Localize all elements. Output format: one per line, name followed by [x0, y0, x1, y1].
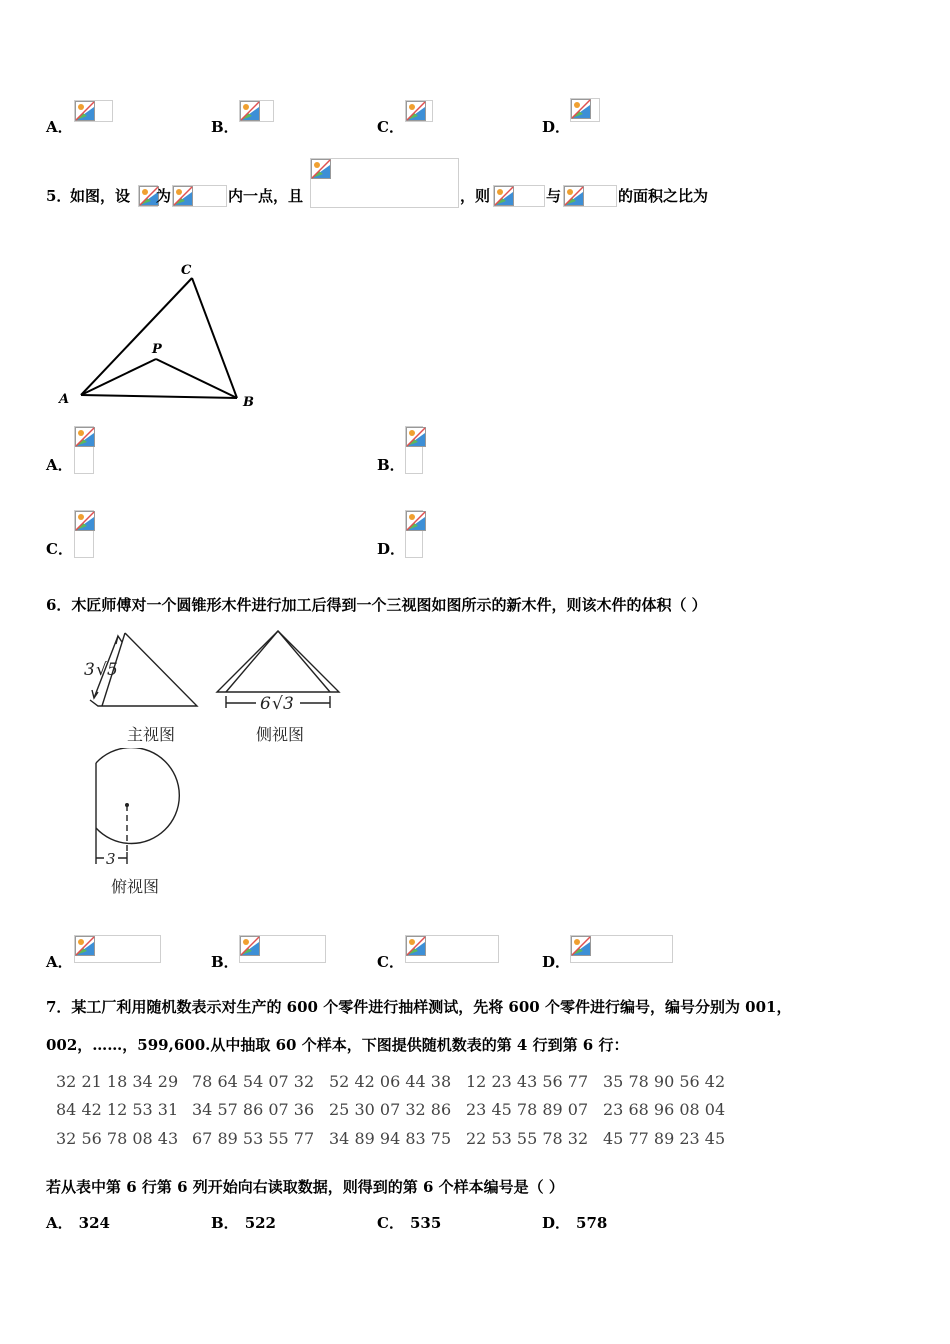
- triangle-edge-ab: [81, 395, 237, 398]
- q4-option-b-image: [239, 100, 274, 122]
- q4-option-d-image: [570, 98, 600, 122]
- front-view-dim-rad: 5: [107, 660, 118, 680]
- broken-image-icon: [406, 427, 426, 447]
- q7-line-2: 002，……，599,600.从中抽取 60 个样本，下图提供随机数表的第 4 行到第 6 行：: [46, 1036, 629, 1054]
- q5-option-b-label: B．: [377, 456, 405, 474]
- broken-image-icon: [75, 427, 95, 447]
- q5-text-2: 为: [156, 187, 172, 205]
- q6-side-view-label: 侧视图: [256, 725, 305, 744]
- q5-formula-p: [138, 185, 158, 207]
- vertex-label-b: B: [243, 395, 254, 410]
- q5-text-6: 的面积之比为: [618, 187, 709, 205]
- front-view-dim-coef: 3: [84, 660, 95, 680]
- q5-text-3: 内一点，且: [228, 187, 304, 205]
- q7-option-d: [542, 1212, 607, 1233]
- broken-image-icon: [564, 186, 584, 206]
- table-cell: 25 30 07 32 86: [329, 1100, 452, 1119]
- broken-image-icon: [406, 511, 426, 531]
- q4-option-d-label: D．: [542, 118, 571, 136]
- broken-image-icon: [173, 186, 193, 206]
- q5-text-4: ，则: [460, 187, 491, 205]
- side-view-dim-rad: 3: [283, 694, 294, 714]
- q6-front-view-label: 主视图: [127, 725, 176, 744]
- broken-image-icon: [240, 936, 260, 956]
- broken-image-icon: [571, 936, 591, 956]
- q6-option-c-image: [405, 935, 499, 963]
- q5-option-a-label: A．: [46, 456, 73, 474]
- q7-option-b-label: B．: [211, 1214, 239, 1232]
- table-cell: 12 23 43 56 77: [466, 1072, 589, 1091]
- q5-formula-area1: [493, 185, 545, 207]
- table-cell: 22 53 55 78 32: [466, 1129, 589, 1148]
- table-cell: 67 89 53 55 77: [192, 1129, 315, 1148]
- q7-option-a: [46, 1212, 110, 1233]
- vertex-label-p: P: [152, 342, 162, 357]
- side-view-outline: [217, 631, 339, 692]
- front-view-radical-sign: √: [96, 660, 107, 680]
- table-cell: 78 64 54 07 32: [192, 1072, 315, 1091]
- table-cell: 35 78 90 56 42: [603, 1072, 726, 1091]
- broken-image-icon: [75, 101, 95, 121]
- broken-image-icon: [311, 159, 331, 179]
- q6-stem: 6．木匠师傅对一个圆锥形木件进行加工后得到一个三视图如图所示的新木件，则该木件的体积（ ）: [46, 596, 707, 614]
- q6-side-view: [212, 628, 347, 718]
- q5-formula-area2: [563, 185, 617, 207]
- q6-option-a-image: [74, 935, 161, 963]
- q5-triangle-figure: [55, 258, 265, 413]
- side-view-inner-right: [278, 631, 330, 692]
- broken-image-icon: [406, 936, 426, 956]
- q4-option-a-label: A．: [46, 118, 73, 136]
- q4-option-a-image: [74, 100, 113, 122]
- q7-option-d-value: 578: [576, 1214, 608, 1232]
- q5-text-5: 与: [546, 187, 562, 205]
- broken-image-icon: [75, 511, 95, 531]
- q5-formula-vector: [310, 158, 459, 208]
- q4-option-c-label: C．: [377, 118, 404, 136]
- q7-option-b: [211, 1212, 276, 1233]
- q5-option-d-image: [405, 510, 423, 558]
- q6-front-view: [80, 628, 205, 713]
- vertex-label-a: A: [59, 392, 70, 407]
- table-cell: 34 57 86 07 36: [192, 1100, 315, 1119]
- q6-option-b-label: B．: [211, 953, 239, 971]
- broken-image-icon: [240, 101, 260, 121]
- q5-formula-triangle: [172, 185, 227, 207]
- table-cell: 23 68 96 08 04: [603, 1100, 726, 1119]
- q5-option-b-image: [405, 426, 423, 474]
- q6-option-a-label: A．: [46, 953, 73, 971]
- broken-image-icon: [406, 101, 426, 121]
- q7-option-a-label: A．: [46, 1214, 73, 1232]
- q6-top-view: [88, 748, 193, 873]
- side-view-dim-coef: 6: [260, 694, 271, 714]
- q5-option-d-label: D．: [377, 540, 406, 558]
- table-cell: 32 21 18 34 29: [56, 1072, 179, 1091]
- vertex-label-c: C: [181, 263, 192, 278]
- table-cell: 52 42 06 44 38: [329, 1072, 452, 1091]
- q6-option-b-image: [239, 935, 326, 963]
- broken-image-icon: [571, 99, 591, 119]
- q5-number: 5．: [46, 187, 72, 205]
- q7-option-c: [377, 1212, 441, 1233]
- q5-text-1: 如图，设: [70, 187, 131, 205]
- table-cell: 23 45 78 89 07: [466, 1100, 589, 1119]
- q6-option-d-image: [570, 935, 673, 963]
- q5-option-a-image: [74, 426, 94, 474]
- q7-option-c-label: C．: [377, 1214, 404, 1232]
- broken-image-icon: [494, 186, 514, 206]
- triangle-edge-ac: [81, 278, 192, 395]
- q5-option-c-label: C．: [46, 540, 73, 558]
- triangle-edge-ap: [81, 359, 156, 395]
- q4-option-b-label: B．: [211, 118, 239, 136]
- q4-option-c-image: [405, 100, 433, 122]
- table-cell: 45 77 89 23 45: [603, 1129, 726, 1148]
- table-cell: 32 56 78 08 43: [56, 1129, 179, 1148]
- q7-option-b-value: 522: [244, 1214, 276, 1232]
- broken-image-icon: [75, 936, 95, 956]
- q7-option-d-label: D．: [542, 1214, 571, 1232]
- q7-line-1: 7．某工厂利用随机数表示对生产的 600 个零件进行抽样测试，先将 600 个零件进行编号，编号分别为 001，: [46, 998, 792, 1016]
- table-cell: 84 42 12 53 31: [56, 1100, 179, 1119]
- table-cell: 34 89 94 83 75: [329, 1129, 452, 1148]
- side-view-radical-sign: √: [272, 694, 283, 714]
- q6-option-c-label: C．: [377, 953, 404, 971]
- top-view-center-dot: [125, 803, 129, 807]
- q6-option-d-label: D．: [542, 953, 571, 971]
- top-view-dim: 3: [106, 850, 116, 868]
- q7-option-a-value: 324: [78, 1214, 110, 1232]
- q6-top-view-label: 俯视图: [111, 877, 160, 896]
- side-view-inner-left: [226, 631, 278, 692]
- q7-question: 若从表中第 6 行第 6 列开始向右读取数据，则得到的第 6 个样本编号是（ ）: [46, 1178, 564, 1196]
- top-view-arc: [96, 748, 179, 844]
- q5-option-c-image: [74, 510, 94, 558]
- q7-option-c-value: 535: [409, 1214, 442, 1232]
